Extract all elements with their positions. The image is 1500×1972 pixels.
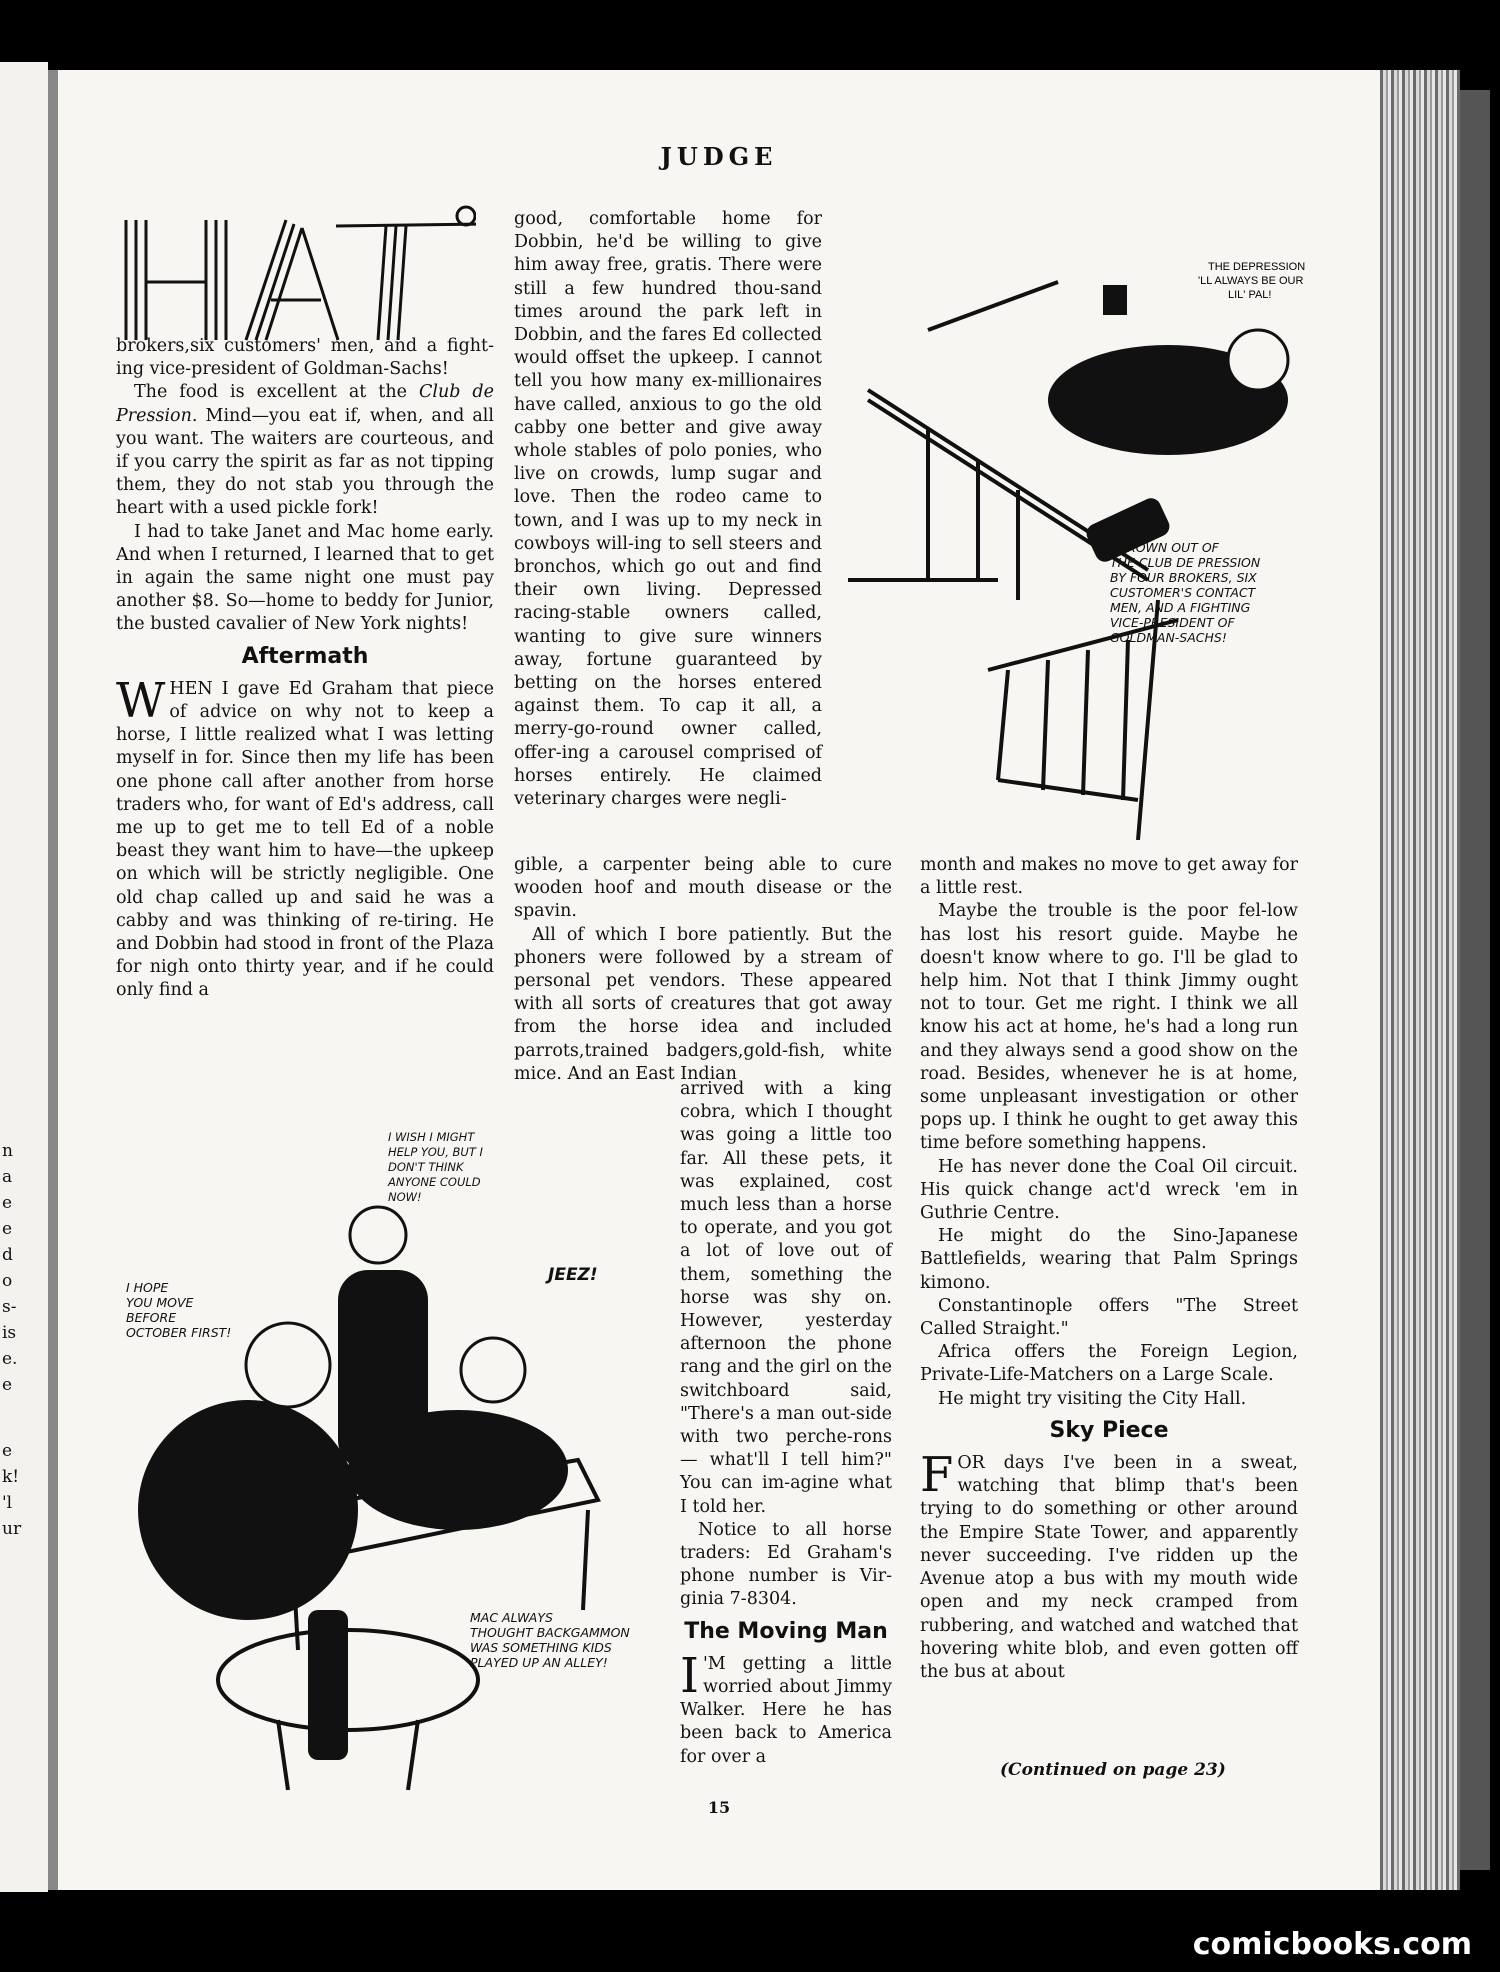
speech-balloon-left: I HOPE YOU MOVE BEFORE OCTOBER FIRST! <box>126 1280 232 1340</box>
speech-balloon-woman: I WISH I MIGHT HELP YOU, BUT I DON'T THINK ANYONE COULD NOW! <box>388 1130 483 1204</box>
drop-cap: I <box>680 1647 699 1704</box>
paragraph: All of which I bore patiently. But the phoners were followed by a stream of personal pet vendors. These appeared with all sorts of creatures that got away from the horse idea and included parrots,trained badgers,gold-fish, white mice. And an East Indian <box>514 924 892 1084</box>
paragraph: Notice to all horse traders: Ed Graham's phone number is Vir-ginia 7-8304. <box>680 1519 892 1610</box>
book-edge <box>1460 90 1490 1870</box>
paragraph: good, comfortable home for Dobbin, he'd be willing to give him away free, gratis. There were still a few hundred thou-sand times around the park left in Dobbin, and the fares Ed collected would offset the upkeep. I cannot tell you how many ex-millionaires have called, anxious to go the old cabby one better and give away whole stables of polo ponies, who live on crowds, lump sugar and love. Then the rodeo came to town, and I was up to my neck in cowboys will-ing to sell steers and bronchos, which go out and find their own living. Depressed racing-stable owners called, wanting to give sure winners away, fortune guaranteed by betting on the horses entered against them. To cap it all, a merry-go-round owner called, offer-ing a carousel comprised of horses entirely. He claimed veterinary charges were negli- <box>514 209 822 810</box>
page-stack-edges <box>1380 70 1460 1890</box>
paragraph: I had to take Janet and Mac home early. And when I returned, I learned that to get in again the same night one must pay another $8. So—home to beddy for Junior, the busted cavalier of New York nights! <box>116 521 494 635</box>
magazine-page <box>58 70 1380 1890</box>
masthead: JUDGE <box>660 142 778 171</box>
column-1 <box>116 335 494 1003</box>
paragraph: gible, a carpenter being able to cure wooden hoof and mouth disease or the spavin. <box>514 855 892 922</box>
facing-page-fragment: s- <box>2 1297 17 1317</box>
column-2 <box>514 208 822 811</box>
speech-balloon-jeez: JEEZ! <box>548 1265 598 1285</box>
facing-page-fragment: e <box>2 1441 13 1461</box>
paragraph: The food is excellent at the Club de Pression. Mind—you eat if, when, and all you want. The waiters are courteous, and if you carry the spirit as far as not tipping them, they do not stab you through the heart with a used pickle fork! <box>116 382 494 519</box>
paragraph: He might try visiting the City Hall. <box>938 1388 1247 1409</box>
speech-balloon-1: THE DEPRESSION 'LL ALWAYS BE OUR LIL' PAL! <box>1198 261 1306 301</box>
facing-page-fragment: o <box>2 1271 13 1291</box>
drop-cap: F <box>920 1447 954 1504</box>
section-heading: The Moving Man <box>684 1618 888 1644</box>
facing-page-fragment: n <box>2 1141 13 1161</box>
facing-page-fragment: is <box>2 1323 17 1343</box>
binding-gutter <box>48 70 58 1890</box>
facing-page-fragment: e <box>2 1375 13 1395</box>
facing-page-fragment: d <box>2 1245 13 1265</box>
facing-page-fragment: e. <box>2 1349 18 1369</box>
cartoon-caption: MAC ALWAYS THOUGHT BACKGAMMON WAS SOMETHING KIDS PLAYED UP AN ALLEY! <box>470 1610 630 1670</box>
paragraph: WHEN I gave Ed Graham that piece of advice on why not to keep a horse, I little realized what I was letting myself in for. Since then my life has been one phone call after another from horse traders who, for want of Ed's address, call me up to get me to tell Ed of a noble beast they want him to have—the upkeep on which will be strictly negligible. One old chap called up and said he was a cabby and was thinking of re-tiring. He and Dobbin had stood in front of the Plaza for nigh onto thirty year, and if he could only find a <box>116 672 494 1001</box>
section-heading: Sky Piece <box>1049 1417 1169 1443</box>
cartoon-caption: THROWN OUT OF THE CLUB DE PRESSION BY FOUR BROKERS, SIX CUSTOMER'S CONTACT MEN, AND A FIGHTING VICE-PRESIDENT OF GOLDMAN-SACHS! <box>1110 540 1261 645</box>
paragraph: Constantinople offers "The Street Called Straight." <box>920 1295 1298 1340</box>
column-2-wide <box>514 854 892 1086</box>
cartoon-backgammon <box>128 1180 728 1800</box>
paragraph: month and makes no move to get away for a little rest. <box>920 855 1298 899</box>
facing-page-edge <box>0 62 48 1892</box>
facing-page-fragment: ur <box>2 1519 22 1539</box>
paragraph: He has never done the Coal Oil circuit. His quick change act'd wreck 'em in Guthrie Centre. <box>920 1156 1298 1224</box>
paragraph: He might do the Sino-Japanese Battlefields, wearing that Palm Springs kimono. <box>920 1226 1298 1293</box>
paragraph: I 'M getting a little worried about Jimmy Walker. Here he has been back to America for over a <box>680 1647 892 1767</box>
cartoon-thrown-out <box>848 200 1348 840</box>
facing-page-fragment: a <box>2 1167 13 1187</box>
facing-page-fragment: e <box>2 1219 13 1239</box>
continued-note: (Continued on page 23) <box>1000 1760 1226 1780</box>
paragraph: Maybe the trouble is the poor fel-low has lost his resort guide. Maybe he doesn't know where to go. I'll be glad to help him. Not that I think Jimmy ought not to tour. Get me right. I think we all know his act at home, he's had a long run and they always send a good show on the road. Besides, whenever he is at home, some unpleasant investigation or other pops up. I think he ought to get away this time before something happens. <box>920 901 1298 1154</box>
drop-cap: W <box>116 672 166 729</box>
watermark: comicbooks.com <box>1192 1927 1472 1962</box>
page-number: 15 <box>707 1798 731 1817</box>
paragraph: Africa offers the Foreign Legion, Private-Life-Matchers on a Large Scale. <box>920 1342 1298 1386</box>
section-heading: Aftermath <box>241 643 369 669</box>
paragraph: brokers,six customers' men, and a fight-ing vice-president of Goldman-Sachs! <box>116 336 494 380</box>
facing-page-fragment: e <box>2 1193 13 1213</box>
column-3 <box>920 854 1298 1684</box>
paragraph: FOR days I've been in a sweat, watching that blimp that's been trying to do something or other around the Empire State Tower, and apparently never succeeding. I've ridden up the Avenue atop a bus with my mouth wide open and my neck cramped from rubbering, and watched and watched that hovering white blob, and even gotten off the bus at about <box>920 1447 1298 1682</box>
facing-page-fragment: k! <box>2 1467 20 1487</box>
facing-page-fragment: 'l <box>2 1493 13 1513</box>
paragraph: arrived with a king cobra, which I thought was going a little too far. All these pets, it was explained, cost much less than a horse to operate, and you got a lot of love out of them, something the horse was shy on. However, yesterday afternoon the phone rang and the girl on the switchboard said, "There's a man out-side with two perche-rons — what'll I tell him?" You can im-agine what I told her. <box>680 1079 892 1517</box>
